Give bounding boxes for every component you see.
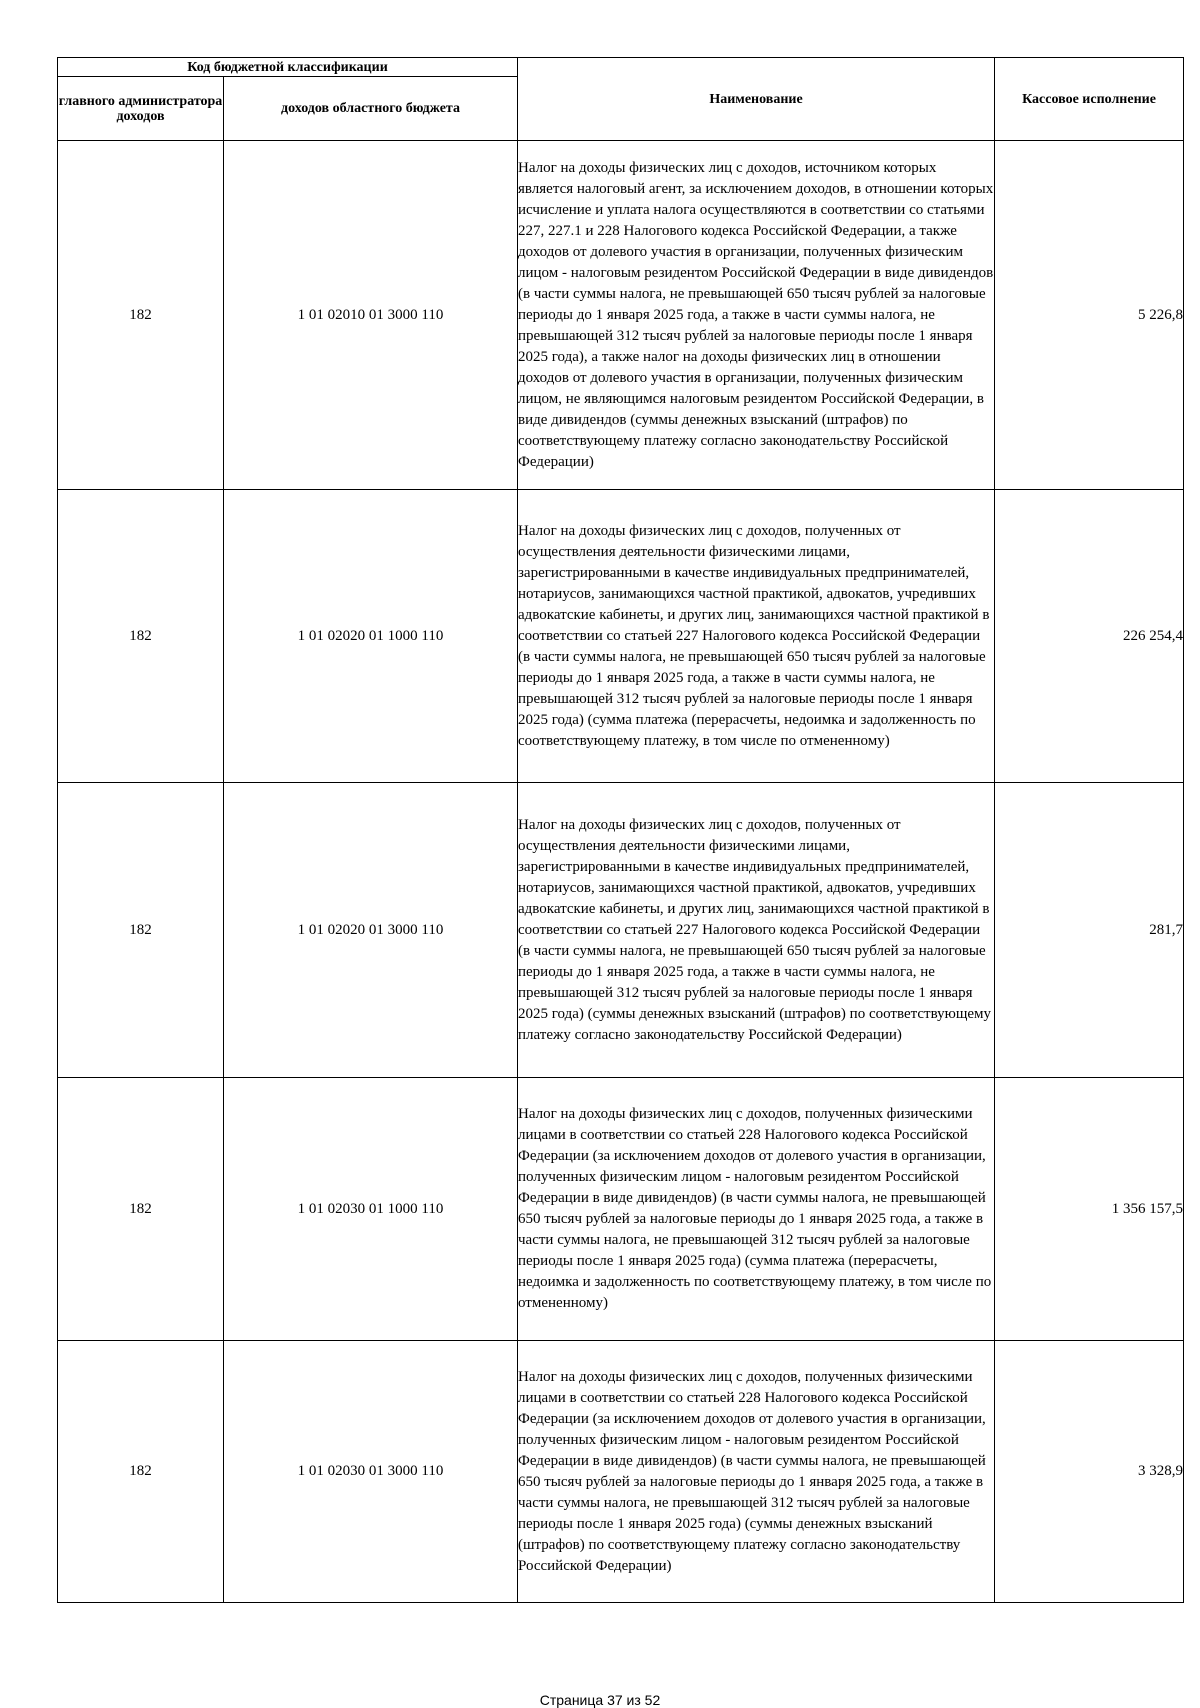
header-income-code: доходов областного бюджета	[224, 77, 518, 141]
table-row	[58, 141, 1184, 490]
page-number: Страница 37 из 52	[539, 1692, 661, 1708]
header-name: Наименование	[518, 58, 995, 141]
admin-code-cell: 182	[58, 1078, 224, 1341]
budget-table	[57, 57, 1184, 1603]
table-row	[58, 490, 1184, 783]
table-row	[58, 1078, 1184, 1341]
header-amount: Кассовое исполнение	[995, 58, 1184, 141]
amount-cell: 226 254,4	[995, 490, 1184, 783]
name-cell: Налог на доходы физических лиц с доходов, полученных физическими лицами в соответствии со статьей 228 Налогового кодекса Российской Федерации (за исключением доходов от долевого участия в организации, полученных физическим лицом - налоговым резидентом Российской Федерации в виде дивидендов) (в части суммы налога, не превышающей 650 тысяч рублей за налоговые периоды до 1 января 2025 года, а также в части суммы налога, не превышающей 312 тысяч рублей за налоговые периоды после 1 января 2025 года) (сумма платежа (перерасчеты, недоимка и задолженность по соответствующему платежу, в том числе по отмененному)	[518, 1078, 995, 1341]
name-cell: Налог на доходы физических лиц с доходов, источником которых является налоговый агент, за исключением доходов, в отношении которых исчисление и уплата налога осуществляются в соответствии со статьями 227, 227.1 и 228 Налогового кодекса Российской Федерации, а также доходов от долевого участия в организации, полученных физическим лицом - налоговым резидентом Российской Федерации в виде дивидендов (в части суммы налога, не превышающей 650 тысяч рублей за налоговые периоды до 1 января 2025 года, а также в части суммы налога, не превышающей 312 тысяч рублей за налоговые периоды после 1 января 2025 года), а также налог на доходы физических лиц в отношении доходов от долевого участия в организации, полученных физическим лицом, не являющимся налоговым резидентом Российской Федерации, в виде дивидендов (суммы денежных взысканий (штрафов) по соответствующему платежу согласно законодательству Российской Федерации)	[518, 141, 995, 490]
name-cell: Налог на доходы физических лиц с доходов, полученных от осуществления деятельности физическими лицами, зарегистрированными в качестве индивидуальных предпринимателей, нотариусов, занимающихся частной практикой, адвокатов, учредивших адвокатские кабинеты, и других лиц, занимающихся частной практикой в соответствии со статьей 227 Налогового кодекса Российской Федерации (в части суммы налога, не превышающей 650 тысяч рублей за налоговые периоды до 1 января 2025 года, а также в части суммы налога, не превышающей 312 тысяч рублей за налоговые периоды после 1 января 2025 года) (сумма платежа (перерасчеты, недоимка и задолженность по соответствующему платежу, в том числе по отмененному)	[518, 490, 995, 783]
amount-cell: 3 328,9	[995, 1341, 1184, 1603]
name-cell: Налог на доходы физических лиц с доходов, полученных физическими лицами в соответствии со статьей 228 Налогового кодекса Российской Федерации (за исключением доходов от долевого участия в организации, полученных физическим лицом - налоговым резидентом Российской Федерации в виде дивидендов) (в части суммы налога, не превышающей 650 тысяч рублей за налоговые периоды до 1 января 2025 года, а также в части суммы налога, не превышающей 312 тысяч рублей за налоговые периоды после 1 января 2025 года) (суммы денежных взысканий (штрафов) по соответствующему платежу согласно законодательству Российской Федерации)	[518, 1341, 995, 1603]
table-row	[58, 783, 1184, 1078]
amount-cell: 281,7	[995, 783, 1184, 1078]
table-row	[58, 1341, 1184, 1603]
income-code-cell: 1 01 02010 01 3000 110	[224, 141, 518, 490]
income-code-cell: 1 01 02030 01 1000 110	[224, 1078, 518, 1341]
header-admin-code: главного администратора доходов	[58, 77, 224, 141]
admin-code-cell: 182	[58, 783, 224, 1078]
income-code-cell: 1 01 02020 01 1000 110	[224, 490, 518, 783]
amount-cell: 5 226,8	[995, 141, 1184, 490]
header-kbk-group: Код бюджетной классификации	[58, 58, 518, 77]
admin-code-cell: 182	[58, 1341, 224, 1603]
admin-code-cell: 182	[58, 490, 224, 783]
name-cell: Налог на доходы физических лиц с доходов, полученных от осуществления деятельности физическими лицами, зарегистрированными в качестве индивидуальных предпринимателей, нотариусов, занимающихся частной практикой, адвокатов, учредивших адвокатские кабинеты, и других лиц, занимающихся частной практикой в соответствии со статьей 227 Налогового кодекса Российской Федерации (в части суммы налога, не превышающей 650 тысяч рублей за налоговые периоды до 1 января 2025 года, а также в части суммы налога, не превышающей 312 тысяч рублей за налоговые периоды после 1 января 2025 года) (суммы денежных взысканий (штрафов) по соответствующему платежу согласно законодательству Российской Федерации)	[518, 783, 995, 1078]
income-code-cell: 1 01 02030 01 3000 110	[224, 1341, 518, 1603]
income-code-cell: 1 01 02020 01 3000 110	[224, 783, 518, 1078]
admin-code-cell: 182	[58, 141, 224, 490]
amount-cell: 1 356 157,5	[995, 1078, 1184, 1341]
